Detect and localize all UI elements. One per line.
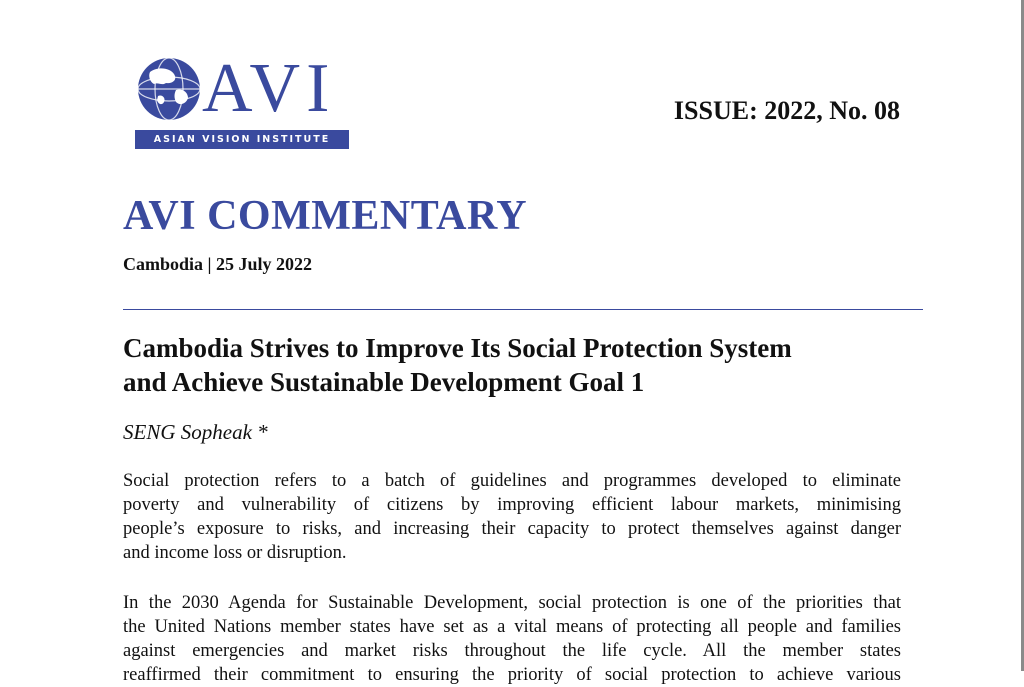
paragraph-line: Social protection refers to a batch of guidelines and programmes developed to eliminate — [123, 471, 901, 491]
article-headline — [123, 331, 923, 399]
globe-icon — [136, 56, 202, 122]
logo-letters: AVI — [202, 50, 336, 127]
series-title: AVI COMMENTARY — [123, 193, 528, 239]
location-date: Cambodia | 25 July 2022 — [123, 254, 312, 274]
headline-line: and Achieve Sustainable Development Goal 1 — [123, 367, 645, 397]
paragraph-line: the United Nations member states have set as a vital means of protecting all people and families — [123, 617, 901, 637]
paragraph — [123, 591, 901, 687]
paragraph-line: against emergencies and market risks throughout the life cycle. All the member states — [123, 641, 901, 661]
paragraph-line: poverty and vulnerability of citizens by improving efficient labour markets, minimising — [123, 495, 901, 515]
issue-number: ISSUE: 2022, No. 08 — [673, 96, 900, 125]
avi-logo — [124, 50, 360, 162]
headline-line: Cambodia Strives to Improve Its Social Protection System — [123, 333, 792, 363]
logo-tagline: ASIAN VISION INSTITUTE — [153, 134, 331, 145]
author-name: SENG Sopheak * — [123, 420, 268, 444]
divider-rule — [123, 309, 923, 310]
paragraph-line: reaffirmed their commitment to ensuring the priority of social protection to achieve various — [123, 665, 901, 685]
paragraph-line: people’s exposure to risks, and increasing their capacity to protect themselves against danger — [123, 519, 901, 539]
paragraph-line: and income loss or disruption. — [123, 543, 347, 563]
paragraph-line: In the 2030 Agenda for Sustainable Development, social protection is one of the priorities that — [123, 593, 901, 613]
paragraph — [123, 469, 901, 565]
